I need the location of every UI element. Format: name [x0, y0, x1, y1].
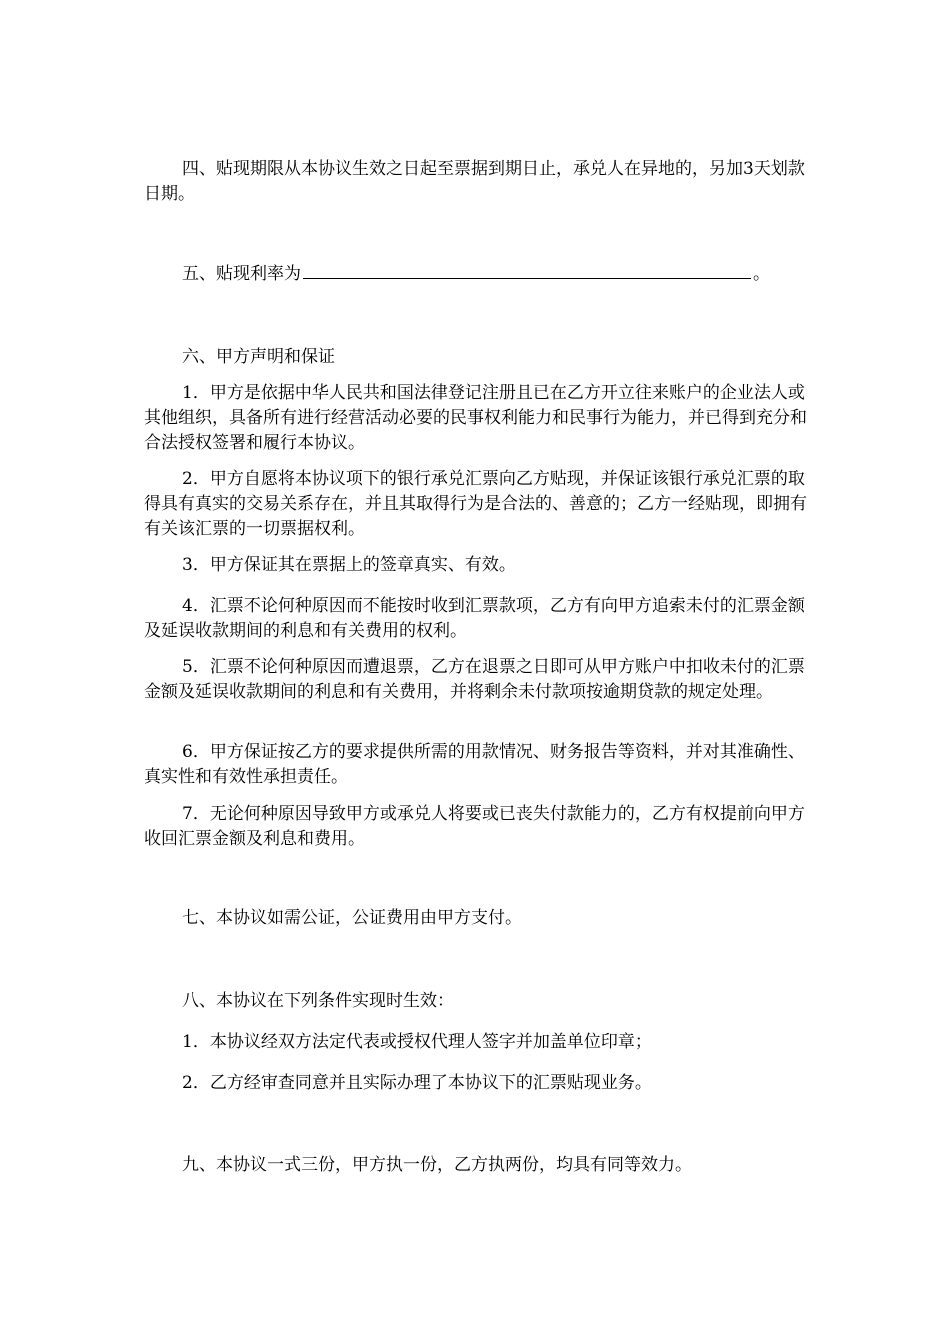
- clause-9: 九、本协议一式三份，甲方执一份，乙方执两份，均具有同等效力。: [182, 1155, 692, 1175]
- clause-5-label: 五、贴现利率为: [182, 264, 301, 284]
- clause-8-2: 2．乙方经审查同意并且实际办理了本协议下的汇票贴现业务。: [182, 1073, 652, 1093]
- clause-6-1: 1．甲方是依据中华人民共和国法律登记注册且已在乙方开立往来账户的企业法人或其他组织，具备所有进行经营活动必要的民事权利能力和民事行为能力，并已得到充分和合法授权签署和履行本协议。: [144, 383, 807, 453]
- clause-5-end: 。: [753, 264, 770, 284]
- clause-6-7: 7．无论何种原因导致甲方或承兑人将要或已丧失付款能力的，乙方有权提前向甲方收回汇票金额及利息和费用。: [144, 804, 805, 849]
- clause-6-5: 5．汇票不论何种原因而遭退票，乙方在退票之日即可从甲方账户中扣收未付的汇票金额及延误收款期间的利息和有关费用，并将剩余未付款项按逾期贷款的规定处理。: [144, 657, 805, 702]
- clause-8-title: 八、本协议在下列条件实现时生效：: [182, 991, 454, 1011]
- clause-8-1: 1．本协议经双方法定代表或授权代理人签字并加盖单位印章；: [182, 1032, 652, 1052]
- clause-5: [144, 262, 809, 287]
- clause-6-6: 6．甲方保证按乙方的要求提供所需的用款情况、财务报告等资料，并对其准确性、真实性和有效性承担责任。: [144, 742, 805, 787]
- clause-6-3: 3．甲方保证其在票据上的签章真实、有效。: [182, 555, 516, 575]
- clause-6-4: 4．汇票不论何种原因而不能按时收到汇票款项，乙方有向甲方追索未付的汇票金额及延误收款期间的利息和有关费用的权利。: [144, 596, 805, 641]
- clause-4: 四、贴现期限从本协议生效之日起至票据到期日止，承兑人在异地的，另加3天划款日期。: [144, 159, 805, 204]
- discount-rate-blank: [303, 262, 751, 279]
- clause-6-2: 2．甲方自愿将本协议项下的银行承兑汇票向乙方贴现，并保证该银行承兑汇票的取得具有真实的交易关系存在，并且其取得行为是合法的、善意的；乙方一经贴现，即拥有有关该汇票的一切票据权利。: [144, 469, 807, 539]
- clause-7: 七、本协议如需公证，公证费用由甲方支付。: [182, 908, 522, 928]
- clause-6-title: 六、甲方声明和保证: [182, 347, 335, 367]
